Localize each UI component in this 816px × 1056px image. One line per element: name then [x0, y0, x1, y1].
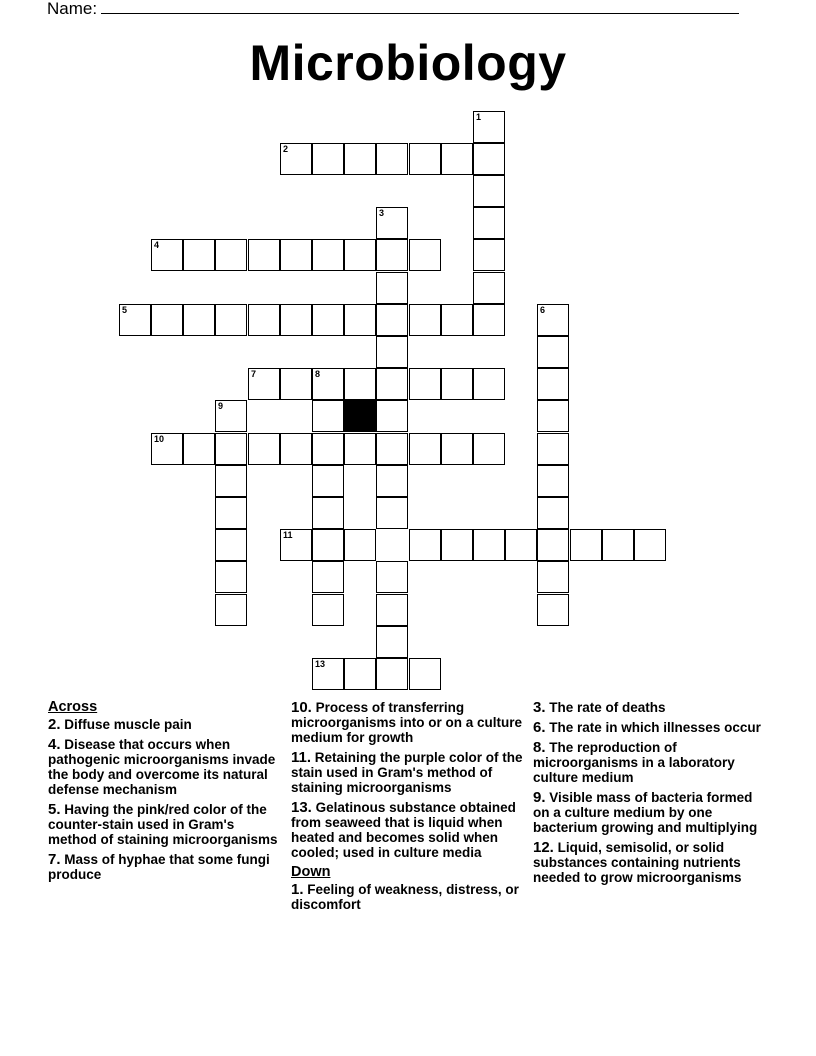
- crossword-cell[interactable]: [473, 433, 505, 465]
- clues-column-1: [48, 700, 283, 887]
- crossword-cell[interactable]: [537, 561, 569, 593]
- crossword-cell[interactable]: [280, 239, 312, 271]
- crossword-cell[interactable]: [215, 465, 247, 497]
- clue-down-9: [533, 790, 769, 835]
- crossword-cell[interactable]: [280, 143, 312, 175]
- clue-across-13: [291, 800, 527, 860]
- clue-across-11: [291, 750, 527, 795]
- clue-number-label: 9: [218, 401, 224, 411]
- crossword-cell[interactable]: [376, 336, 408, 368]
- clue-number-label: 1: [476, 112, 482, 122]
- crossword-cell[interactable]: [312, 465, 344, 497]
- crossword-cell[interactable]: [376, 658, 408, 690]
- crossword-cell[interactable]: [344, 143, 376, 175]
- clues-column-2: [291, 700, 527, 917]
- crossword-cell[interactable]: [344, 368, 376, 400]
- crossword-cell[interactable]: [376, 433, 408, 465]
- clue-number-label: 8: [315, 369, 321, 379]
- clue-number: 10.: [291, 699, 312, 716]
- crossword-cell[interactable]: [312, 143, 344, 175]
- crossword-cell[interactable]: [602, 529, 634, 561]
- clue-down-1: [291, 882, 527, 912]
- crossword-cell[interactable]: [537, 400, 569, 432]
- crossword-cell[interactable]: [376, 207, 408, 239]
- clue-text: The rate in which illnesses occur: [545, 720, 761, 735]
- crossword-cell[interactable]: [409, 368, 441, 400]
- crossword-cell[interactable]: [151, 239, 183, 271]
- crossword-cell[interactable]: [280, 529, 312, 561]
- crossword-cell[interactable]: [215, 529, 247, 561]
- crossword-cell[interactable]: [248, 239, 280, 271]
- clue-number: 7.: [48, 851, 61, 868]
- crossword-cell[interactable]: [376, 465, 408, 497]
- crossword-cell[interactable]: [537, 368, 569, 400]
- clue-number-label: 3: [379, 208, 385, 218]
- crossword-cell[interactable]: [312, 368, 344, 400]
- clue-number-label: 6: [540, 305, 546, 315]
- crossword-cell[interactable]: [312, 433, 344, 465]
- crossword-cell[interactable]: [570, 529, 602, 561]
- page-title: Microbiology: [249, 35, 567, 91]
- crossword-cell[interactable]: [215, 594, 247, 626]
- crossword-cell[interactable]: [537, 529, 569, 561]
- clues-column-3: [533, 700, 769, 890]
- clue-text: Process of transferring microorganisms into or on a culture medium for growth: [291, 700, 523, 745]
- clue-text: Gelatinous substance obtained from seaweed that is liquid when heated and becomes solid when cooled; used in culture media: [291, 800, 516, 860]
- crossword-cell[interactable]: [312, 658, 344, 690]
- crossword-cell[interactable]: [183, 239, 215, 271]
- crossword-cell[interactable]: [344, 304, 376, 336]
- clue-number: 3.: [533, 699, 546, 716]
- crossword-cell[interactable]: [473, 143, 505, 175]
- crossword-cell[interactable]: [537, 304, 569, 336]
- crossword-cell[interactable]: [409, 239, 441, 271]
- crossword-cell[interactable]: [280, 368, 312, 400]
- crossword-cell[interactable]: [473, 239, 505, 271]
- crossword-cell[interactable]: [312, 561, 344, 593]
- crossword-cell[interactable]: [376, 304, 408, 336]
- crossword-cell[interactable]: [537, 497, 569, 529]
- crossword-cell[interactable]: [376, 561, 408, 593]
- crossword-cell[interactable]: [215, 497, 247, 529]
- crossword-cell[interactable]: [376, 272, 408, 304]
- crossword-cell[interactable]: [312, 594, 344, 626]
- crossword-cell[interactable]: [634, 529, 666, 561]
- clue-down-12: [533, 840, 769, 885]
- clue-number-label: 4: [154, 240, 160, 250]
- crossword-cell[interactable]: [312, 239, 344, 271]
- crossword-cell[interactable]: [376, 239, 408, 271]
- crossword-cell[interactable]: [537, 433, 569, 465]
- crossword-cell[interactable]: [376, 368, 408, 400]
- crossword-cell[interactable]: [473, 207, 505, 239]
- clue-text: The rate of deaths: [545, 700, 666, 715]
- crossword-cell[interactable]: [473, 368, 505, 400]
- crossword-cell[interactable]: [119, 304, 151, 336]
- clue-number: 13.: [291, 799, 312, 816]
- down-heading: Down: [291, 864, 331, 880]
- crossword-cell[interactable]: [473, 111, 505, 143]
- crossword-cell[interactable]: [473, 304, 505, 336]
- crossword-cell[interactable]: [409, 433, 441, 465]
- crossword-cell[interactable]: [215, 433, 247, 465]
- clue-number: 11.: [291, 749, 312, 766]
- crossword-cell[interactable]: [183, 433, 215, 465]
- clue-number: 1.: [291, 881, 304, 898]
- crossword-cell[interactable]: [248, 433, 280, 465]
- crossword-cell[interactable]: [312, 400, 344, 432]
- crossword-cell[interactable]: [280, 433, 312, 465]
- crossword-cell[interactable]: [473, 529, 505, 561]
- crossword-cell[interactable]: [409, 529, 441, 561]
- crossword-cell[interactable]: [473, 175, 505, 207]
- crossword-cell[interactable]: [344, 658, 376, 690]
- crossword-cell[interactable]: [344, 433, 376, 465]
- crossword-block: [344, 400, 376, 432]
- crossword-cell[interactable]: [376, 594, 408, 626]
- clue-number: 12.: [533, 839, 554, 856]
- crossword-cell[interactable]: [248, 368, 280, 400]
- crossword-cell[interactable]: [376, 400, 408, 432]
- crossword-cell[interactable]: [344, 239, 376, 271]
- crossword-cell[interactable]: [441, 529, 473, 561]
- clue-number-label: 5: [122, 305, 128, 315]
- across-heading: Across: [48, 699, 98, 715]
- clue-across-2: [48, 717, 283, 732]
- crossword-cell[interactable]: [344, 529, 376, 561]
- crossword-cell[interactable]: [248, 304, 280, 336]
- crossword-cell[interactable]: [183, 304, 215, 336]
- crossword-cell[interactable]: [409, 658, 441, 690]
- clue-down-6: [533, 720, 769, 735]
- clue-number: 4.: [48, 736, 61, 753]
- crossword-cell[interactable]: [376, 626, 408, 658]
- clue-text: Retaining the purple color of the stain used in Gram's method of staining microorganisms: [291, 750, 523, 795]
- clue-text: Disease that occurs when pathogenic microorganisms invade the body and overcome its natural defense mechanism: [48, 737, 276, 797]
- clue-number-label: 11: [283, 530, 293, 540]
- crossword-cell[interactable]: [473, 272, 505, 304]
- clue-across-10: [291, 700, 527, 745]
- clue-text: The reproduction of microorganisms in a laboratory culture medium: [533, 740, 735, 785]
- clue-number: 6.: [533, 719, 546, 736]
- clue-number-label: 7: [251, 369, 257, 379]
- clue-number-label: 2: [283, 144, 289, 154]
- crossword-cell[interactable]: [537, 465, 569, 497]
- crossword-cell[interactable]: [537, 336, 569, 368]
- crossword-cell[interactable]: [376, 143, 408, 175]
- clue-number-label: 10: [154, 434, 165, 444]
- clue-across-7: [48, 852, 283, 882]
- crossword-cell[interactable]: [537, 594, 569, 626]
- clue-text: Feeling of weakness, distress, or discomfort: [291, 882, 519, 912]
- crossword-cell[interactable]: [312, 304, 344, 336]
- clue-text: Liquid, semisolid, or solid substances containing nutrients needed to grow microorganisms: [533, 840, 742, 885]
- crossword-cell[interactable]: [215, 304, 247, 336]
- crossword-cell[interactable]: [215, 400, 247, 432]
- crossword-cell[interactable]: [409, 304, 441, 336]
- crossword-cell[interactable]: [441, 368, 473, 400]
- crossword-cell[interactable]: [505, 529, 537, 561]
- crossword-cell[interactable]: [441, 143, 473, 175]
- clue-number: 2.: [48, 716, 61, 733]
- clue-down-3: [533, 700, 769, 715]
- crossword-cell[interactable]: [280, 304, 312, 336]
- crossword-cell[interactable]: [151, 304, 183, 336]
- clue-across-5: [48, 802, 283, 847]
- clue-text: Visible mass of bacteria formed on a culture medium by one bacterium growing and multiplying: [533, 790, 758, 835]
- clue-across-4: [48, 737, 283, 797]
- crossword-cell[interactable]: [441, 304, 473, 336]
- clue-text: Diffuse muscle pain: [60, 717, 192, 732]
- crossword-cell[interactable]: [215, 239, 247, 271]
- clue-number: 8.: [533, 739, 546, 756]
- clue-number: 5.: [48, 801, 61, 818]
- crossword-cell[interactable]: [215, 561, 247, 593]
- clue-text: Mass of hyphae that some fungi produce: [48, 852, 270, 882]
- crossword-cell[interactable]: [151, 433, 183, 465]
- clue-number: 9.: [533, 789, 546, 806]
- crossword-cell[interactable]: [312, 529, 344, 561]
- clue-down-8: [533, 740, 769, 785]
- clue-number-label: 13: [315, 659, 326, 669]
- crossword-cell[interactable]: [441, 433, 473, 465]
- crossword-cell[interactable]: [409, 143, 441, 175]
- crossword-cell[interactable]: [312, 497, 344, 529]
- clue-text: Having the pink/red color of the counter-stain used in Gram's method of staining microorganisms: [48, 802, 278, 847]
- crossword-cell[interactable]: [376, 497, 408, 529]
- name-label: Name:: [47, 0, 98, 18]
